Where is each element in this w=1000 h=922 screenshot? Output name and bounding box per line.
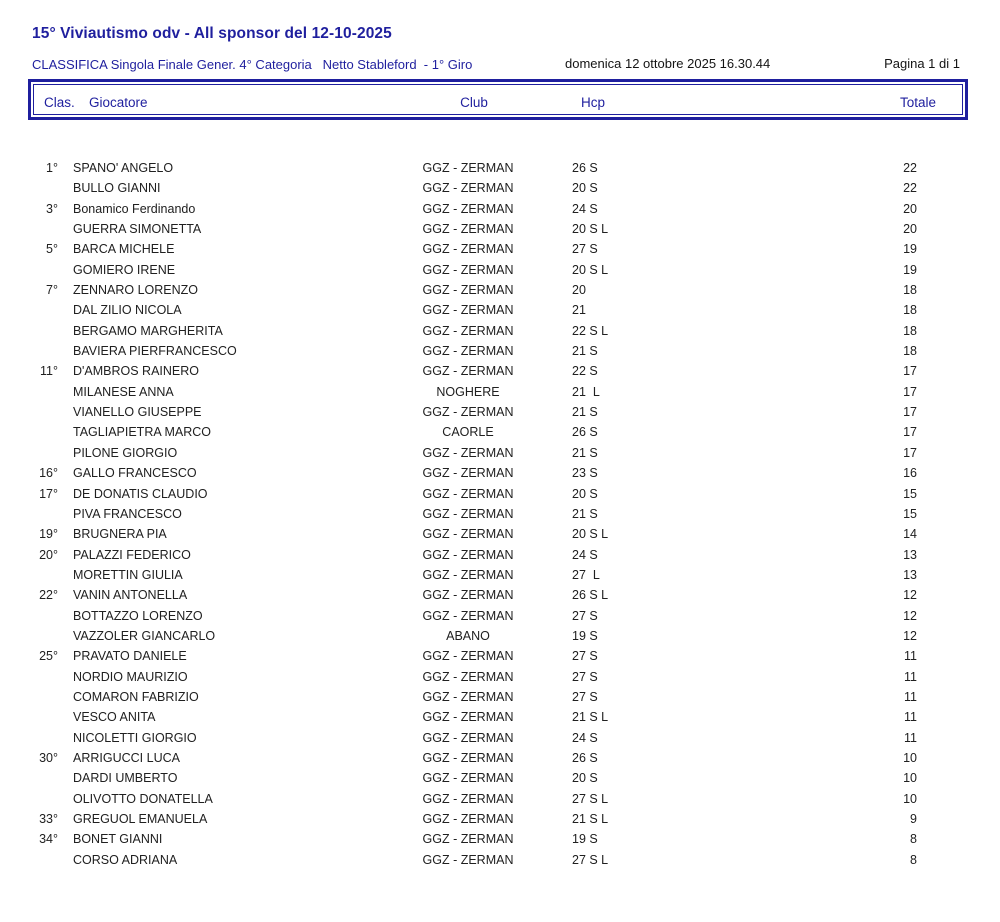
- row-club: GGZ - ZERMAN: [422, 201, 514, 216]
- row-rank: [30, 504, 58, 524]
- row-total: 9: [910, 812, 917, 826]
- row-club: GGZ - ZERMAN: [422, 567, 514, 582]
- row-rank: 19°: [39, 527, 58, 542]
- table-row: [0, 158, 1000, 178]
- row-rank: [30, 707, 58, 727]
- row-hcp: 19 S: [572, 832, 598, 847]
- row-club: CAORLE: [442, 425, 494, 440]
- table-row: [0, 606, 1000, 626]
- row-player: BARCA MICHELE: [73, 242, 175, 257]
- row-club: GGZ - ZERMAN: [422, 506, 514, 521]
- row-total: 20: [903, 222, 917, 237]
- row-total: 8: [910, 832, 917, 847]
- row-club: GGZ - ZERMAN: [422, 466, 514, 481]
- row-player: BAVIERA PIERFRANCESCO: [73, 344, 237, 359]
- row-hcp: 20 S L: [572, 262, 609, 277]
- row-hcp: 23 S: [572, 466, 598, 481]
- row-rank: [30, 667, 58, 687]
- page-title: 15° Viviautismo odv - All sponsor del 12-10-2025: [32, 25, 392, 42]
- row-hcp: 22 S: [572, 364, 598, 379]
- row-player: ZENNARO LORENZO: [73, 283, 199, 298]
- row-total: 17: [903, 384, 917, 399]
- row-total: 11: [904, 689, 917, 704]
- table-row: [0, 545, 1000, 565]
- table-row: [0, 687, 1000, 707]
- row-total: 18: [903, 303, 917, 318]
- row-rank: 16°: [39, 466, 58, 481]
- row-rank: 20°: [39, 547, 58, 562]
- row-club: NOGHERE: [436, 384, 500, 399]
- row-hcp: 27 S: [572, 689, 598, 704]
- row-total: 19: [903, 262, 917, 277]
- row-rank: 30°: [39, 750, 58, 765]
- row-total: 11: [904, 649, 917, 664]
- table-body: [0, 158, 1000, 870]
- row-club: GGZ - ZERMAN: [422, 364, 514, 379]
- row-club: GGZ - ZERMAN: [422, 791, 514, 806]
- row-hcp: 21 S: [572, 344, 598, 359]
- row-club: GGZ - ZERMAN: [422, 669, 514, 684]
- row-club: GGZ - ZERMAN: [422, 832, 514, 847]
- row-club: GGZ - ZERMAN: [422, 323, 514, 338]
- table-row: [0, 809, 1000, 829]
- row-hcp: 24 S: [572, 730, 598, 745]
- row-player: D'AMBROS RAINERO: [73, 364, 200, 379]
- row-club: GGZ - ZERMAN: [422, 608, 514, 623]
- page-number: Pagina 1 di 1: [884, 56, 960, 71]
- row-hcp: 20: [572, 283, 586, 298]
- table-row: [0, 300, 1000, 320]
- row-player: VESCO ANITA: [73, 710, 156, 725]
- row-rank: 22°: [39, 588, 58, 603]
- row-club: GGZ - ZERMAN: [422, 242, 514, 257]
- row-rank: [30, 219, 58, 239]
- row-total: 20: [903, 201, 917, 216]
- row-rank: 11°: [40, 364, 58, 379]
- row-club: GGZ - ZERMAN: [422, 486, 514, 501]
- row-total: 8: [910, 852, 917, 867]
- row-rank: [30, 260, 58, 280]
- row-club: GGZ - ZERMAN: [422, 262, 514, 277]
- row-player: ARRIGUCCI LUCA: [73, 750, 180, 765]
- table-row: [0, 707, 1000, 727]
- row-hcp: 27 S L: [572, 852, 609, 867]
- row-rank: [30, 443, 58, 463]
- row-total: 15: [903, 486, 917, 501]
- column-header-giocatore: Giocatore: [89, 95, 148, 110]
- row-hcp: 26 S: [572, 750, 598, 765]
- table-row: [0, 748, 1000, 768]
- row-hcp: 21 S L: [572, 710, 609, 725]
- row-total: 17: [903, 445, 917, 460]
- row-hcp: 20 S: [572, 486, 598, 501]
- row-total: 18: [903, 323, 917, 338]
- row-club: GGZ - ZERMAN: [422, 750, 514, 765]
- table-row: [0, 219, 1000, 239]
- row-club: GGZ - ZERMAN: [422, 222, 514, 237]
- row-hcp: 24 S: [572, 201, 598, 216]
- table-header-inner-border: [33, 84, 963, 115]
- column-header-club: Club: [460, 95, 488, 110]
- row-hcp: 20 S: [572, 771, 598, 786]
- table-row: [0, 850, 1000, 870]
- row-club: GGZ - ZERMAN: [422, 689, 514, 704]
- row-rank: 17°: [39, 486, 58, 501]
- row-rank: [30, 422, 58, 442]
- table-row: [0, 504, 1000, 524]
- row-total: 12: [903, 608, 917, 623]
- row-player: BONET GIANNI: [73, 832, 163, 847]
- table-row: [0, 484, 1000, 504]
- row-player: MORETTIN GIULIA: [73, 567, 183, 582]
- row-club: GGZ - ZERMAN: [422, 303, 514, 318]
- table-row: [0, 321, 1000, 341]
- row-rank: [30, 606, 58, 626]
- row-player: GALLO FRANCESCO: [73, 466, 197, 481]
- row-total: 11: [904, 669, 917, 684]
- row-rank: [30, 321, 58, 341]
- row-hcp: 21 S: [572, 445, 598, 460]
- table-row: [0, 341, 1000, 361]
- row-total: 13: [903, 567, 917, 582]
- datetime-text: domenica 12 ottobre 2025 16.30.44: [565, 56, 771, 71]
- row-club: GGZ - ZERMAN: [422, 771, 514, 786]
- row-rank: 5°: [46, 242, 58, 257]
- table-row: [0, 768, 1000, 788]
- row-player: DARDI UMBERTO: [73, 771, 178, 786]
- row-hcp: 21 S: [572, 405, 598, 420]
- row-total: 12: [903, 588, 917, 603]
- row-player: BRUGNERA PIA: [73, 527, 167, 542]
- row-club: GGZ - ZERMAN: [422, 344, 514, 359]
- row-rank: [30, 402, 58, 422]
- row-total: 13: [903, 547, 917, 562]
- row-player: NICOLETTI GIORGIO: [73, 730, 197, 745]
- row-club: ABANO: [446, 628, 490, 643]
- row-total: 10: [903, 750, 917, 765]
- table-row: [0, 524, 1000, 544]
- table-row: [0, 402, 1000, 422]
- row-rank: [30, 789, 58, 809]
- row-total: 14: [903, 527, 917, 542]
- row-player: SPANO' ANGELO: [73, 161, 174, 175]
- column-header-hcp: Hcp: [581, 95, 606, 110]
- row-rank: [30, 382, 58, 402]
- table-row: [0, 463, 1000, 483]
- row-club: GGZ - ZERMAN: [422, 547, 514, 562]
- row-total: 22: [903, 181, 917, 196]
- row-club: GGZ - ZERMAN: [422, 445, 514, 460]
- row-hcp: 21 S L: [572, 812, 609, 826]
- row-hcp: 27 S: [572, 649, 598, 664]
- row-club: GGZ - ZERMAN: [422, 181, 514, 196]
- row-club: GGZ - ZERMAN: [422, 588, 514, 603]
- row-total: 17: [903, 405, 917, 420]
- row-hcp: 27 L: [572, 567, 600, 582]
- row-player: DE DONATIS CLAUDIO: [73, 486, 208, 501]
- row-player: VANIN ANTONELLA: [73, 588, 188, 603]
- table-row: [0, 565, 1000, 585]
- row-player: BERGAMO MARGHERITA: [73, 323, 223, 338]
- classification-subtitle: CLASSIFICA Singola Finale Gener. 4° Categoria Netto Stableford - 1° Giro: [32, 57, 473, 72]
- row-player: COMARON FABRIZIO: [73, 689, 199, 704]
- row-rank: 3°: [46, 201, 58, 216]
- row-hcp: 27 S: [572, 242, 598, 257]
- row-total: 11: [904, 710, 917, 725]
- row-rank: 1°: [46, 161, 58, 175]
- column-header-clas: Clas.: [44, 95, 75, 110]
- row-total: 12: [903, 628, 917, 643]
- row-club: GGZ - ZERMAN: [422, 283, 514, 298]
- row-rank: [30, 768, 58, 788]
- row-player: TAGLIAPIETRA MARCO: [73, 425, 211, 440]
- row-player: PIVA FRANCESCO: [73, 506, 182, 521]
- row-hcp: 27 S L: [572, 791, 609, 806]
- row-rank: 33°: [39, 812, 58, 826]
- table-row: [0, 239, 1000, 259]
- row-total: 15: [903, 506, 917, 521]
- row-hcp: 27 S: [572, 608, 598, 623]
- table-row: [0, 443, 1000, 463]
- row-hcp: 24 S: [572, 547, 598, 562]
- row-total: 19: [903, 242, 917, 257]
- table-row: [0, 260, 1000, 280]
- row-rank: 25°: [39, 649, 58, 664]
- table-row: [0, 382, 1000, 402]
- row-hcp: 26 S L: [572, 588, 609, 603]
- row-player: GOMIERO IRENE: [73, 262, 176, 277]
- row-club: GGZ - ZERMAN: [422, 852, 514, 867]
- row-player: VAZZOLER GIANCARLO: [73, 628, 216, 643]
- row-total: 10: [903, 771, 917, 786]
- table-row: [0, 178, 1000, 198]
- row-total: 18: [903, 344, 917, 359]
- row-rank: [30, 300, 58, 320]
- row-total: 16: [903, 466, 917, 481]
- table-row: [0, 422, 1000, 442]
- column-header-totale: Totale: [899, 95, 936, 110]
- row-hcp: 26 S: [572, 425, 598, 440]
- row-player: PALAZZI FEDERICO: [73, 547, 191, 562]
- row-hcp: 21 L: [572, 384, 600, 399]
- row-club: GGZ - ZERMAN: [422, 405, 514, 420]
- row-player: Bonamico Ferdinando: [73, 201, 196, 216]
- table-row: [0, 361, 1000, 381]
- row-player: DAL ZILIO NICOLA: [73, 303, 182, 318]
- table-row: [0, 199, 1000, 219]
- row-player: BOTTAZZO LORENZO: [73, 608, 203, 623]
- row-total: 18: [903, 283, 917, 298]
- row-hcp: 21: [572, 303, 586, 318]
- table-row: [0, 829, 1000, 849]
- row-rank: [30, 565, 58, 585]
- table-row: [0, 667, 1000, 687]
- row-total: 11: [904, 730, 917, 745]
- row-total: 17: [903, 364, 917, 379]
- row-hcp: 26 S: [572, 161, 598, 175]
- row-hcp: 22 S L: [572, 323, 609, 338]
- row-club: GGZ - ZERMAN: [422, 812, 514, 826]
- row-rank: [30, 850, 58, 870]
- row-club: GGZ - ZERMAN: [422, 710, 514, 725]
- row-player: CORSO ADRIANA: [73, 852, 178, 867]
- row-rank: [30, 687, 58, 707]
- row-rank: [30, 626, 58, 646]
- row-player: NORDIO MAURIZIO: [73, 669, 188, 684]
- row-hcp: 20 S: [572, 181, 598, 196]
- row-club: GGZ - ZERMAN: [422, 730, 514, 745]
- row-rank: [30, 178, 58, 198]
- table-row: [0, 646, 1000, 666]
- row-rank: [30, 728, 58, 748]
- row-hcp: 20 S L: [572, 222, 609, 237]
- row-rank: [30, 341, 58, 361]
- row-hcp: 21 S: [572, 506, 598, 521]
- row-player: GUERRA SIMONETTA: [73, 222, 202, 237]
- table-row: [0, 585, 1000, 605]
- row-player: OLIVOTTO DONATELLA: [73, 791, 213, 806]
- table-row: [0, 789, 1000, 809]
- table-row: [0, 728, 1000, 748]
- row-rank: 7°: [46, 283, 58, 298]
- row-total: 10: [903, 791, 917, 806]
- row-club: GGZ - ZERMAN: [422, 649, 514, 664]
- row-player: MILANESE ANNA: [73, 384, 174, 399]
- table-header-box: [28, 79, 968, 120]
- row-hcp: 19 S: [572, 628, 598, 643]
- row-hcp: 20 S L: [572, 527, 609, 542]
- table-row: [0, 280, 1000, 300]
- row-player: VIANELLO GIUSEPPE: [73, 405, 202, 420]
- row-club: GGZ - ZERMAN: [422, 161, 514, 175]
- table-row: [0, 626, 1000, 646]
- row-player: PRAVATO DANIELE: [73, 649, 187, 664]
- row-player: BULLO GIANNI: [73, 181, 161, 196]
- row-club: GGZ - ZERMAN: [422, 527, 514, 542]
- row-player: PILONE GIORGIO: [73, 445, 178, 460]
- row-hcp: 27 S: [572, 669, 598, 684]
- row-total: 22: [903, 161, 917, 175]
- row-player: GREGUOL EMANUELA: [73, 812, 208, 826]
- row-rank: 34°: [39, 832, 58, 847]
- row-total: 17: [903, 425, 917, 440]
